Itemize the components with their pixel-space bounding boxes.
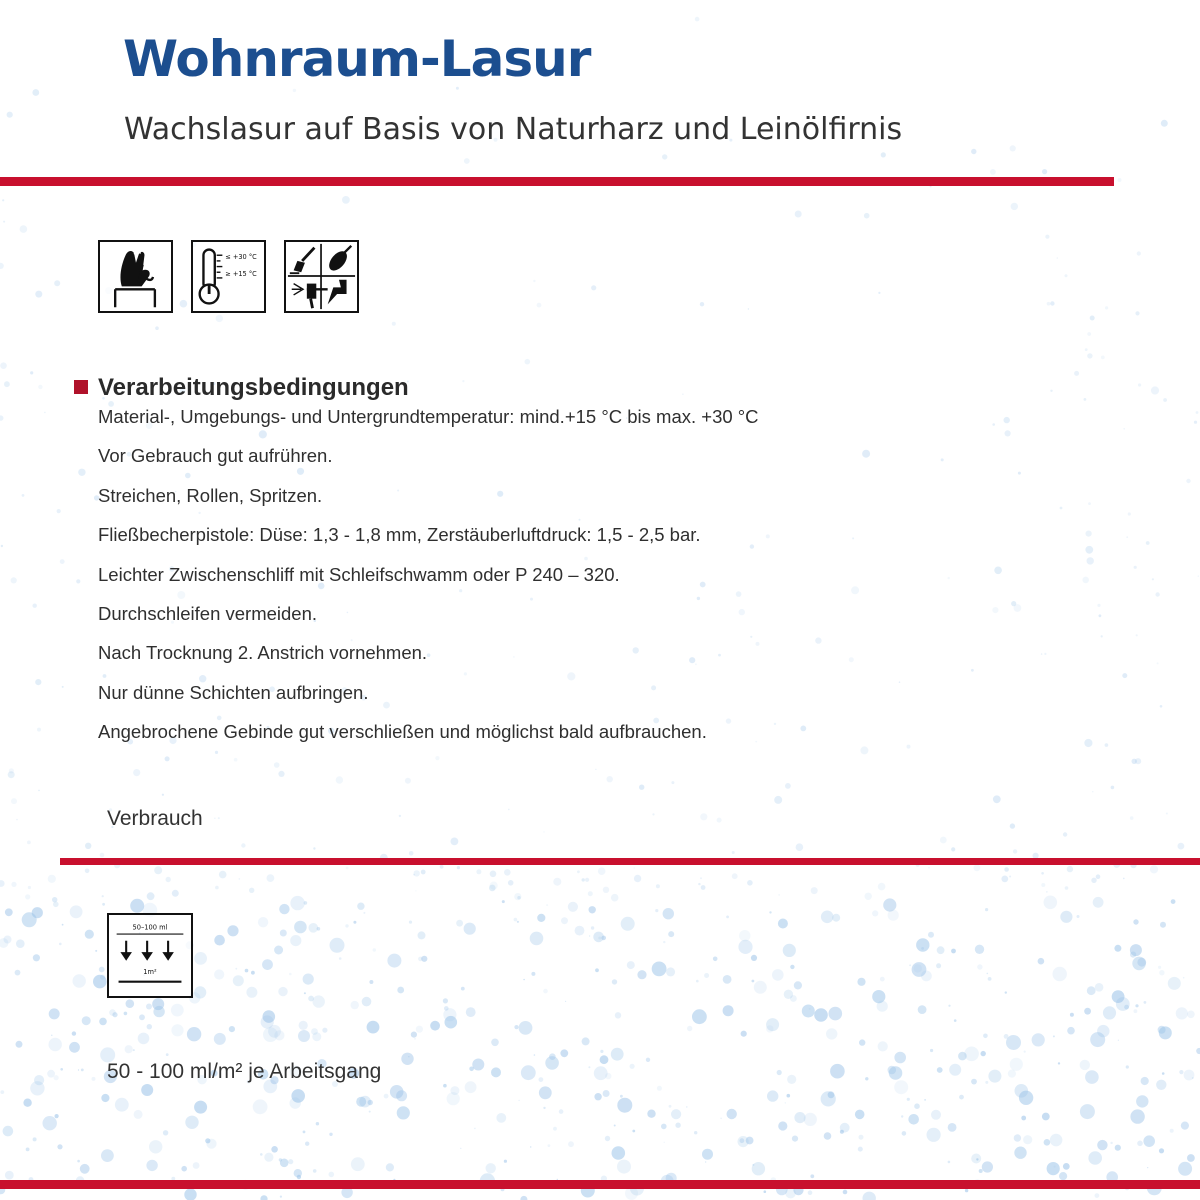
- max-temp-label: ≤ +30 °C: [225, 253, 257, 262]
- section-bullet: [74, 380, 88, 394]
- stir-icon: [98, 240, 173, 313]
- condition-line: Angebrochene Gebinde gut verschließen und möglichst bald aufbrauchen.: [98, 721, 707, 743]
- application-methods-icon: [284, 240, 359, 313]
- header-divider: [0, 177, 1114, 186]
- condition-line: Durchschleifen vermeiden.: [98, 602, 318, 624]
- product-title: Wohnraum-Lasur: [123, 30, 591, 88]
- processing-heading: Verarbeitungsbedingungen: [98, 374, 409, 401]
- condition-line: Fließbecherpistole: Düse: 1,3 - 1,8 mm, Zerstäuberluftdruck: 1,5 - 2,5 bar.: [98, 524, 701, 546]
- condition-line: Streichen, Rollen, Spritzen.: [98, 484, 323, 506]
- consumption-icon-bottom-label: 1m²: [143, 968, 157, 977]
- product-subtitle: Wachslasur auf Basis von Naturharz und Leinölfirnis: [124, 112, 902, 147]
- condition-line: Nur dünne Schichten aufbringen.: [98, 681, 369, 703]
- thermometer-icon: [191, 240, 266, 313]
- condition-line: Material-, Umgebungs- und Untergrundtemperatur: mind.+15 °C bis max. +30 °C: [98, 406, 759, 427]
- consumption-icon-top-label: 50–100 ml: [132, 923, 168, 932]
- consumption-icon: [107, 913, 193, 998]
- consumption-value: 50 - 100 ml/m² je Arbeitsgang: [107, 1060, 382, 1083]
- condition-line: Nach Trocknung 2. Anstrich vornehmen.: [98, 642, 428, 664]
- min-temp-label: ≥ +15 °C: [225, 270, 257, 279]
- processing-conditions-list: [98, 407, 759, 762]
- condition-line: Leichter Zwischenschliff mit Schleifschwamm oder P 240 – 320.: [98, 563, 620, 585]
- footer-divider: [0, 1180, 1200, 1189]
- consumption-divider: [60, 858, 1200, 865]
- consumption-heading: Verbrauch: [107, 807, 203, 830]
- condition-line: Vor Gebrauch gut aufrühren.: [98, 445, 333, 467]
